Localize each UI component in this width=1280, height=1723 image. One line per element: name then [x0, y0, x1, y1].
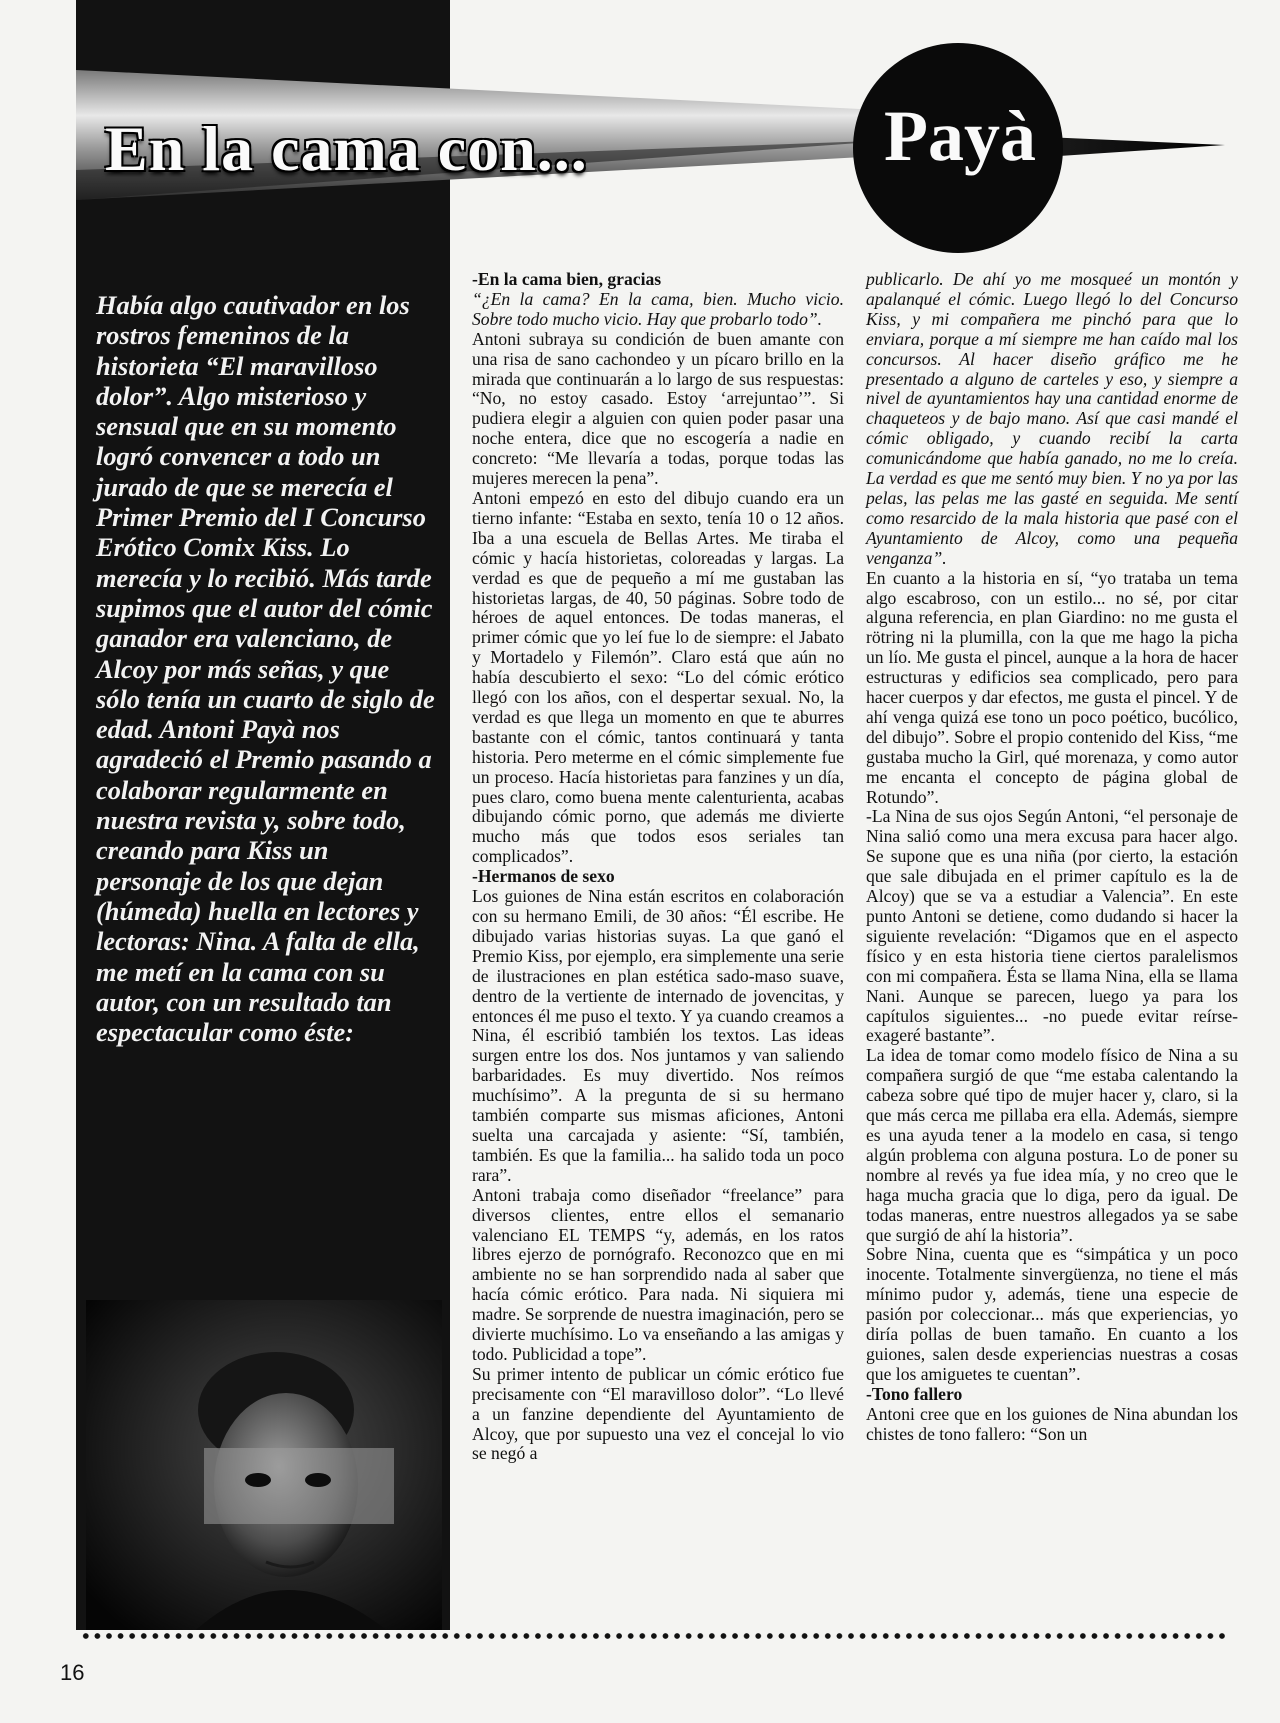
paragraph: Antoni trabaja como diseñador “freelance” para diversos clientes, entre ellos el semanario valenciano EL TEMPS “y, además, en los ratos libres ejerzo de pornógrafo. Reconozco que en mi ambiente no se han sorprendido nada al saber que hacía cómic erótico. Para nada. Ni siquiera mi madre. Se sorprende de nuestra imaginación, pero se divierte muchísimo. Lo va enseñando a las amigas y todo. Publicidad a tope”. [472, 1184, 844, 1364]
author-name: Payà [884, 96, 1036, 176]
paragraph: La idea de tomar como modelo físico de Nina a su compañera surgió de que “me estaba calentando la cabeza sobre qué tipo de mujer hacer y, claro, si la que más cerca me pillaba era ella. Además, siempre es una ayuda tener a la modelo en casa, si tengo algún problema con alguna postura. Lo de poner su nombre al revés ya fue idea mía, y no creo que le haga mucha gracia que lo diga, pero da igual. De todas maneras, entre nuestros allegados ya se sabe que surgió de ahí la historia”. [866, 1045, 1238, 1245]
paragraph: -La Nina de sus ojos Según Antoni, “el personaje de Nina salió como una mera excusa para hacer algo. Se supone que es una niña (por cierto, la estación que sale dibujada en el primer capítulo es la de Alcoy) que se va a estudiar a Valencia”. En este punto Antoni se detiene, como dudando si hacer la siguiente revelación: “Digamos que en el aspecto físico y en esta historia tiene ciertos paralelismos con mi compañera. Ésta se llama Nina, ella se llama Nani. Aunque se parecen, luego ya para los capítulos siguientes... -no puede evitar reírse- exageré bastante”. [866, 806, 1238, 1046]
page-number: 16 [60, 1660, 85, 1685]
article-column-3 [866, 270, 1238, 1444]
subheading: -Tono fallero [866, 1383, 963, 1404]
paragraph: Su primer intento de publicar un cómic erótico fue precisamente con “El maravilloso dolor”. “Lo llevé a un fanzine dependiente del Ayuntamiento de Alcoy, que por supuesto una vez el concejal lo vio se negó a [472, 1363, 844, 1464]
dotted-rule [80, 1630, 1230, 1642]
paragraph: Sobre Nina, cuenta que es “simpática y un poco inocente. Totalmente sinvergüenza, no tiene el más mínimo pudor y, además, tiene una especie de pasión por coleccionar... más que experiencias, yo diría pollas de buen tamaño. En cuanto a los guiones, salen desde experiencias nuestras a cosas que los amiguetes te cuentan”. [866, 1244, 1238, 1384]
paragraph: publicarlo. De ahí yo me mosqueé un montón y apalanqué el cómic. Luego llegó lo del Concurso Kiss, y mi compañera me pinchó para que lo enviara, porque a mí siempre me han caído mal los concursos. Al hacer diseño gráfico me he presentado a alguno de carteles y eso, y siempre a nivel de ayuntamientos hay una cantidad enorme de chaqueteos y de bajo mano. Así que casi mandé el cómic obligado, y cuando recibí la carta comunicándome que había ganado, no me lo creía. La verdad es que me sentó muy bien. Y no ya por las pelas, las pelas me las gasté en seguida. Me sentí como resarcido de la mala historia que pasé con el Ayuntamiento de Alcoy, como una pequeña venganza”. [866, 269, 1238, 568]
page-title: En la cama con... [105, 113, 588, 184]
subheading: -En la cama bien, gracias [472, 269, 662, 289]
paragraph: Antoni empezó en esto del dibujo cuando era un tierno infante: “Estaba en sexto, tenía 10 o 12 años. Iba a una escuela de Bellas Artes. Me tiraba el cómic y hacía historietas, coloreadas y largas. La verdad es que de pequeño a mí me gustaban las historietas largas, de 40, 50 páginas. Sobre todo de héroes de aquel entonces. De todas maneras, el primer cómic que yo leí fue lo de siempre: el Jabato y Mortadelo y Filemón”. Claro está que aún no había descubierto el sexo: “Lo del cómic erótico llegó con los años, con el despertar sexual. No, la verdad es que llega un momento en que te aburres bastante con el cómic, tantos continuará y tanta historia. Pero meterme en el cómic simplemente fue un proceso. Hacía historietas para fanzines y un día, pues claro, como buena mente calenturienta, acabas dibujando cómic porno, que además me divierte mucho más que todos esos seriales tan complicados”. [472, 487, 844, 867]
intro-text: Había algo cautivador en los rostros femeninos de la historieta “El maravilloso dolor”. Algo misterioso y sensual que en su momento logró convencer a todo un jurado de que se merecía el Primer Premio del I Concurso Erótico Comix Kiss. Lo merecía y lo recibió. Más tarde supimos que el autor del cómic ganador era valenciano, de Alcoy por más señas, y que sólo tenía un cuarto de siglo de edad. Antoni Payà nos agradeció el Premio pasando a colaborar regularmente en nuestra revista y, sobre todo, creando para Kiss un personaje de los que dejan (húmeda) huella en lectores y lectoras: Nina. A falta de ella, me metí en la cama con su autor, con un resultado tan espectacular como éste: [96, 290, 435, 1048]
paragraph: “¿En la cama? En la cama, bien. Mucho vicio. Sobre todo mucho vicio. Hay que probarlo todo”. [472, 288, 844, 329]
article-column-2 [472, 270, 844, 1464]
paragraph: Antoni subraya su condición de buen amante con una risa de sano cachondeo y un pícaro brillo en la mirada que continuarán a lo largo de sus respuestas: “No, no estoy casado. Estoy ‘arrejuntao’”. Si pudiera elegir a alguien con quien poder pasar una noche entera, dice que no escogería a nadie en concreto: “Me llevaría a todas, porque todas las mujeres merecen la pena”. [472, 328, 844, 489]
author-portrait [86, 1300, 442, 1630]
paragraph: Los guiones de Nina están escritos en colaboración con su hermano Emili, de 30 años: “Él escribe. He dibujado varias historias suyas. La que ganó el Premio Kiss, por ejemplo, era simplemente una serie de ilustraciones en plan estética sado-maso suave, dentro de la vertiente de internado de jovencitas, y entonces él me puso el texto. Y ya cuando creamos a Nina, él escribió también los textos. Las ideas surgen entre los dos. Nos juntamos y van saliendo barbaridades. Es muy divertido. Nos reímos muchísimo”. A la pregunta de si su hermano también comparte sus mismas aficiones, Antoni suelta una carcajada y asiente: “Sí, también, también. Es que la familia... ha salido toda un poco rara”. [472, 886, 844, 1185]
paragraph: En cuanto a la historia en sí, “yo trataba un tema algo escabroso, con un estilo... no sé, por citar alguna referencia, en plan Giardino: no me gusta el rötring ni la plumilla, con la que me hago la picha un lío. Me gusta el pincel, aunque a la hora de hacer estructuras y edificios sea complicado, pero para hacer cuerpos y dar efectos, me gusta el pincel. Y de ahí venga quizá ese tono un poco poético, bucólico, del dibujo”. Sobre el propio contenido del Kiss, “me gustaba mucho la Girl, qué morenaza, y como autor me encanta el concepto de página global de Rotundo”. [866, 567, 1238, 807]
paragraph: Antoni cree que en los guiones de Nina abundan los chistes de tono fallero: “Son un [866, 1403, 1238, 1444]
subheading: -Hermanos de sexo [472, 866, 615, 887]
